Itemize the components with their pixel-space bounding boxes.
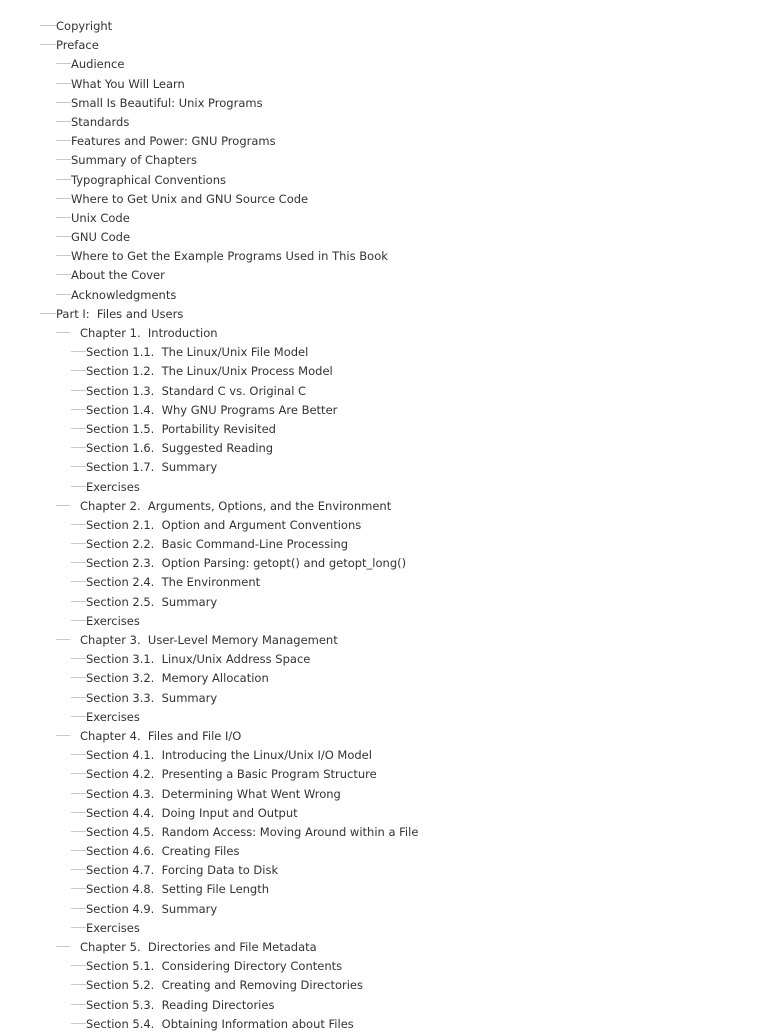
- tree-connector-line: [56, 505, 70, 506]
- toc-link-label[interactable]: Section 2.1. Option and Argument Conventions: [86, 517, 362, 532]
- tree-connector-line: [71, 658, 86, 659]
- toc-preface-item[interactable]: [0, 209, 768, 228]
- toc-section-item[interactable]: [0, 880, 768, 899]
- toc-link-label[interactable]: Section 2.4. The Environment: [86, 575, 261, 590]
- toc-preface-item[interactable]: [0, 94, 768, 113]
- toc-link-label[interactable]: Chapter 3. User-Level Memory Management: [80, 633, 338, 647]
- toc-link-label[interactable]: What You Will Learn: [71, 76, 185, 91]
- toc-link-label[interactable]: Features and Power: GNU Programs: [71, 134, 276, 149]
- tree-connector-line: [71, 466, 86, 467]
- tree-connector-line: [71, 543, 86, 544]
- tree-connector-line: [56, 198, 71, 199]
- table-of-contents: [0, 17, 768, 1034]
- toc-section-item[interactable]: [0, 919, 768, 938]
- toc-chapter-item[interactable]: [0, 727, 768, 746]
- toc-section-item[interactable]: [0, 478, 768, 497]
- toc-section-item[interactable]: [0, 343, 768, 362]
- toc-link-label[interactable]: Section 5.3. Reading Directories: [86, 997, 275, 1012]
- tree-connector-line: [71, 812, 86, 813]
- toc-section-item[interactable]: [0, 823, 768, 842]
- toc-link-label[interactable]: Part I: Files and Users: [56, 306, 184, 321]
- tree-connector-line: [40, 25, 56, 26]
- tree-connector-line: [56, 83, 71, 84]
- toc-chapter-item[interactable]: [0, 497, 768, 516]
- toc-link-label[interactable]: Section 3.2. Memory Allocation: [86, 671, 269, 686]
- tree-connector-line: [71, 486, 86, 487]
- tree-connector-line: [71, 908, 86, 909]
- tree-connector-line: [56, 159, 71, 160]
- tree-connector-line: [56, 332, 70, 333]
- toc-link-label[interactable]: Section 2.5. Summary: [86, 594, 218, 609]
- toc-section-item[interactable]: [0, 535, 768, 554]
- toc-link-label[interactable]: Where to Get Unix and GNU Source Code: [71, 191, 309, 206]
- toc-link-label[interactable]: Section 1.7. Summary: [86, 460, 218, 475]
- tree-connector-line: [71, 793, 86, 794]
- toc-link-label[interactable]: Chapter 5. Directories and File Metadata: [80, 940, 317, 954]
- toc-link-label[interactable]: Acknowledgments: [71, 287, 177, 302]
- toc-link-label[interactable]: Section 5.4. Obtaining Information about Files: [86, 1016, 354, 1031]
- toc-link-label[interactable]: Section 4.7. Forcing Data to Disk: [86, 863, 279, 878]
- toc-preface-item[interactable]: [0, 247, 768, 266]
- toc-link-label[interactable]: Chapter 1. Introduction: [80, 326, 218, 340]
- toc-section-item[interactable]: [0, 976, 768, 995]
- tree-connector-line: [71, 965, 86, 966]
- toc-link-label[interactable]: About the Cover: [71, 268, 165, 283]
- toc-link-label[interactable]: Section 2.3. Option Parsing: getopt() and getopt_long(): [86, 556, 407, 571]
- tree-connector-line: [71, 831, 86, 832]
- toc-section-item[interactable]: [0, 669, 768, 688]
- tree-connector-line: [71, 677, 86, 678]
- toc-link-label[interactable]: Exercises: [86, 613, 140, 628]
- toc-link-label[interactable]: Exercises: [86, 709, 140, 724]
- toc-section-item[interactable]: [0, 458, 768, 477]
- tree-connector-line: [71, 562, 86, 563]
- toc-link-label[interactable]: Exercises: [86, 479, 140, 494]
- toc-section-item[interactable]: [0, 1015, 768, 1034]
- tree-connector-line: [71, 447, 86, 448]
- tree-connector-line: [71, 428, 86, 429]
- toc-section-item[interactable]: [0, 900, 768, 919]
- toc-link-label[interactable]: Section 1.4. Why GNU Programs Are Better: [86, 402, 338, 417]
- tree-connector-line: [56, 735, 70, 736]
- toc-preface-item[interactable]: [0, 132, 768, 151]
- toc-section-item[interactable]: [0, 765, 768, 784]
- toc-preface-item[interactable]: [0, 228, 768, 247]
- toc-section-item[interactable]: [0, 996, 768, 1015]
- tree-connector-line: [71, 754, 86, 755]
- toc-section-item[interactable]: [0, 689, 768, 708]
- toc-section-item[interactable]: [0, 593, 768, 612]
- tree-connector-line: [71, 850, 86, 851]
- toc-section-item[interactable]: [0, 804, 768, 823]
- tree-connector-line: [56, 179, 71, 180]
- toc-link-label[interactable]: Chapter 4. Files and File I/O: [80, 728, 242, 743]
- tree-connector-line: [56, 274, 71, 275]
- toc-link-label[interactable]: Section 4.6. Creating Files: [86, 844, 240, 859]
- toc-link-label[interactable]: Section 4.9. Summary: [86, 901, 218, 916]
- toc-link-label[interactable]: Section 4.1. Introducing the Linux/Unix I/O Model: [86, 748, 372, 763]
- toc-preface-item[interactable]: [0, 55, 768, 74]
- toc-link-label[interactable]: Section 1.1. The Linux/Unix File Model: [86, 345, 309, 360]
- toc-section-item[interactable]: [0, 957, 768, 976]
- toc-link-label[interactable]: Typographical Conventions: [71, 172, 226, 187]
- tree-connector-line: [71, 370, 86, 371]
- tree-connector-line: [56, 102, 71, 103]
- toc-top-item[interactable]: [0, 17, 768, 36]
- toc-link-label[interactable]: Section 3.1. Linux/Unix Address Space: [86, 652, 311, 667]
- tree-connector-line: [56, 294, 71, 295]
- toc-top-item[interactable]: [0, 305, 768, 324]
- toc-link-label[interactable]: Summary of Chapters: [71, 153, 197, 168]
- toc-top-item[interactable]: [0, 36, 768, 55]
- toc-preface-item[interactable]: [0, 266, 768, 285]
- toc-link-label[interactable]: Audience: [71, 57, 125, 72]
- toc-preface-item[interactable]: [0, 286, 768, 305]
- toc-link-label[interactable]: Section 1.2. The Linux/Unix Process Model: [86, 364, 333, 379]
- tree-connector-line: [71, 716, 86, 717]
- toc-link-label[interactable]: Section 4.4. Doing Input and Output: [86, 805, 298, 820]
- tree-connector-line: [71, 390, 86, 391]
- toc-section-item[interactable]: [0, 861, 768, 880]
- tree-connector-line: [71, 773, 86, 774]
- toc-link-label[interactable]: Section 4.2. Presenting a Basic Program Structure: [86, 767, 377, 782]
- toc-section-item[interactable]: [0, 650, 768, 669]
- toc-section-item[interactable]: [0, 573, 768, 592]
- toc-link-label[interactable]: Standards: [71, 114, 130, 129]
- tree-connector-line: [56, 121, 71, 122]
- tree-connector-line: [56, 140, 71, 141]
- toc-link-label[interactable]: GNU Code: [71, 230, 131, 245]
- tree-connector-line: [40, 44, 56, 45]
- toc-link-label[interactable]: Section 4.8. Setting File Length: [86, 882, 270, 897]
- tree-connector-line: [71, 869, 86, 870]
- toc-preface-item[interactable]: [0, 113, 768, 132]
- tree-connector-line: [71, 524, 86, 525]
- toc-link-label[interactable]: Where to Get the Example Programs Used in This Book: [71, 249, 388, 264]
- tree-connector-line: [71, 351, 86, 352]
- tree-connector-line: [71, 581, 86, 582]
- toc-link-label[interactable]: Section 4.3. Determining What Went Wrong: [86, 786, 341, 801]
- toc-section-item[interactable]: [0, 612, 768, 631]
- toc-link-label[interactable]: Section 5.1. Considering Directory Contents: [86, 959, 343, 974]
- tree-connector-line: [40, 313, 56, 314]
- tree-connector-line: [56, 236, 71, 237]
- tree-connector-line: [71, 409, 86, 410]
- toc-section-item[interactable]: [0, 746, 768, 765]
- toc-link-label[interactable]: Section 1.5. Portability Revisited: [86, 421, 276, 436]
- toc-link-label[interactable]: Section 1.3. Standard C vs. Original C: [86, 383, 307, 398]
- toc-link-label[interactable]: Small Is Beautiful: Unix Programs: [71, 95, 263, 110]
- toc-link-label[interactable]: Section 5.2. Creating and Removing Directories: [86, 978, 363, 993]
- toc-link-label[interactable]: Section 1.6. Suggested Reading: [86, 441, 274, 456]
- tree-connector-line: [71, 888, 86, 889]
- toc-link-label[interactable]: Section 4.5. Random Access: Moving Around within a File: [86, 824, 419, 839]
- toc-preface-item[interactable]: [0, 190, 768, 209]
- toc-link-label[interactable]: Copyright: [56, 19, 113, 33]
- toc-link-label[interactable]: Section 3.3. Summary: [86, 690, 218, 705]
- toc-chapter-item[interactable]: [0, 324, 768, 343]
- toc-link-label[interactable]: Chapter 2. Arguments, Options, and the Environment: [80, 498, 392, 513]
- toc-chapter-item[interactable]: [0, 938, 768, 957]
- tree-connector-line: [71, 1004, 86, 1005]
- toc-preface-item[interactable]: [0, 171, 768, 190]
- toc-section-item[interactable]: [0, 842, 768, 861]
- tree-connector-line: [71, 601, 86, 602]
- toc-preface-item[interactable]: [0, 151, 768, 170]
- toc-section-item[interactable]: [0, 785, 768, 804]
- toc-link-label[interactable]: Unix Code: [71, 210, 130, 225]
- tree-connector-line: [56, 255, 71, 256]
- toc-section-item[interactable]: [0, 516, 768, 535]
- tree-connector-line: [56, 639, 70, 640]
- toc-preface-item[interactable]: [0, 75, 768, 94]
- toc-section-item[interactable]: [0, 420, 768, 439]
- tree-connector-line: [56, 63, 71, 64]
- toc-link-label[interactable]: Section 2.2. Basic Command-Line Processing: [86, 537, 349, 552]
- toc-section-item[interactable]: [0, 439, 768, 458]
- toc-section-item[interactable]: [0, 362, 768, 381]
- toc-section-item[interactable]: [0, 382, 768, 401]
- toc-chapter-item[interactable]: [0, 631, 768, 650]
- tree-connector-line: [56, 217, 71, 218]
- tree-connector-line: [71, 620, 86, 621]
- tree-connector-line: [71, 927, 86, 928]
- tree-connector-line: [71, 984, 86, 985]
- toc-section-item[interactable]: [0, 554, 768, 573]
- tree-connector-line: [56, 946, 70, 947]
- tree-connector-line: [71, 697, 86, 698]
- toc-link-label[interactable]: Exercises: [86, 920, 140, 935]
- toc-section-item[interactable]: [0, 708, 768, 727]
- toc-section-item[interactable]: [0, 401, 768, 420]
- toc-link-label[interactable]: Preface: [56, 38, 99, 53]
